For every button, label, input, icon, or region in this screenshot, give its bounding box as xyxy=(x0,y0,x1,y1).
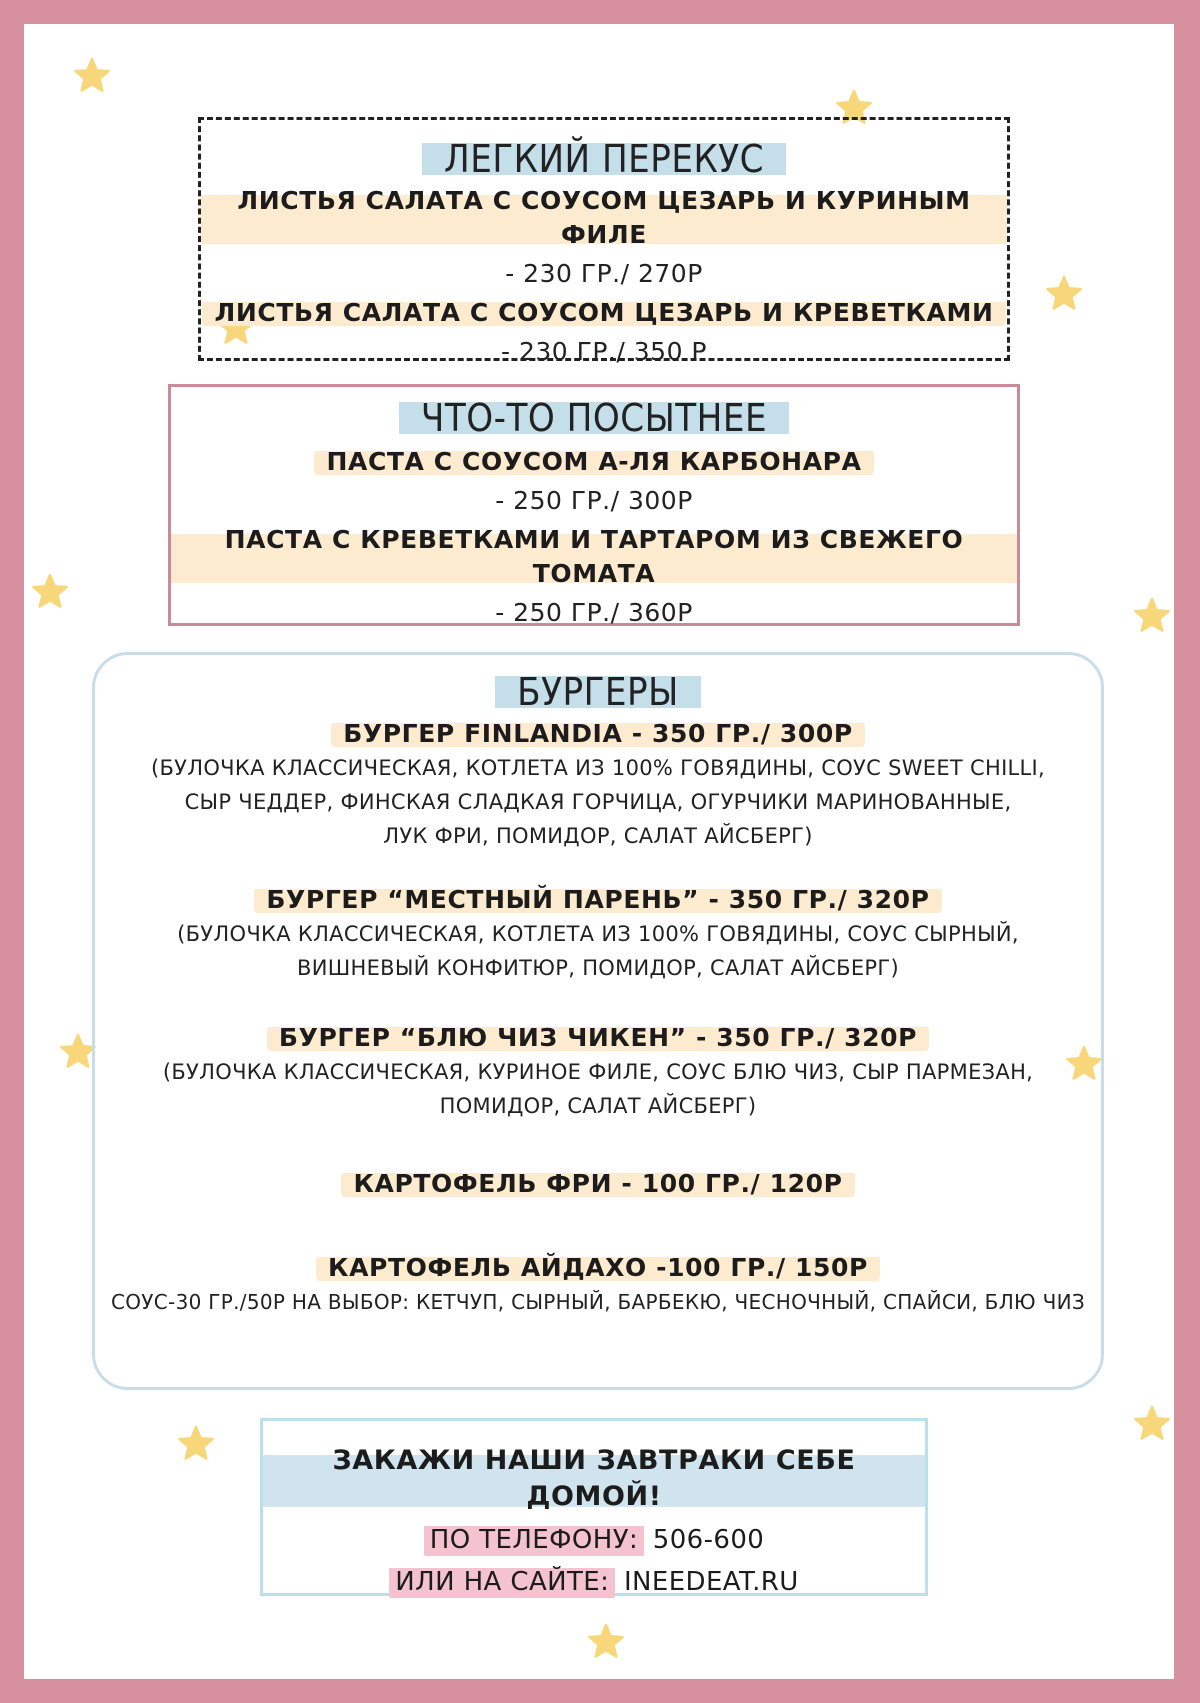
section-title: ЛЕГКИЙ ПЕРЕКУС xyxy=(422,136,786,182)
menu-item-description: СЫР ЧЕДДЕР, ФИНСКАЯ СЛАДКАЯ ГОРЧИЦА, ОГУРЧИКИ МАРИНОВАННЫЕ, xyxy=(184,790,1012,814)
menu-item-description: ВИШНЕВЫЙ КОНФИТЮР, ПОМИДОР, САЛАТ АЙСБЕРГ) xyxy=(297,956,899,980)
menu-item-price: - 230 ГР./ 270Р xyxy=(505,259,703,288)
order-headline: ЗАКАЖИ НАШИ ЗАВТРАКИ СЕБЕ ДОМОЙ! xyxy=(263,1443,925,1515)
phone-number[interactable]: 506-600 xyxy=(652,1525,765,1555)
section-burgers xyxy=(92,652,1104,1390)
section-light-snack xyxy=(198,117,1010,366)
menu-item-price: - 230 ГР./ 350 Р xyxy=(500,337,707,366)
menu-item-name: ЛИСТЬЯ САЛАТА С СОУСОМ ЦЕЗАРЬ И КРЕВЕТКАМИ xyxy=(202,296,1005,330)
phone-label: ПО ТЕЛЕФОНУ: xyxy=(424,1519,644,1561)
site-line xyxy=(263,1561,925,1603)
star-icon xyxy=(586,1622,626,1662)
section-hearty xyxy=(168,384,1020,626)
menu-page xyxy=(24,24,1174,1679)
order-info xyxy=(260,1418,928,1596)
menu-item-name: КАРТОФЕЛЬ АЙДАХО -100 ГР./ 150Р xyxy=(316,1251,880,1285)
menu-item-name: ПАСТА С СОУСОМ А-ЛЯ КАРБОНАРА xyxy=(314,445,873,479)
menu-item-description: (БУЛОЧКА КЛАССИЧЕСКАЯ, КОТЛЕТА ИЗ 100% ГОВЯДИНЫ, СОУС SWEET CHILLI, xyxy=(150,756,1046,780)
menu-item-name: БУРГЕР FINLANDIA - 350 ГР./ 300Р xyxy=(331,717,865,751)
star-icon xyxy=(30,572,70,612)
menu-item-price: - 250 ГР./ 300Р xyxy=(495,486,693,515)
menu-item-name: БУРГЕР “МЕСТНЫЙ ПАРЕНЬ” - 350 ГР./ 320Р xyxy=(254,883,941,917)
menu-item-name: КАРТОФЕЛЬ ФРИ - 100 ГР./ 120Р xyxy=(341,1167,854,1201)
star-icon xyxy=(1044,274,1084,314)
star-icon xyxy=(72,56,112,96)
menu-item-name: ПАСТА С КРЕВЕТКАМИ И ТАРТАРОМ ИЗ СВЕЖЕГО ТОМАТА xyxy=(171,523,1017,591)
menu-item-description: ЛУК ФРИ, ПОМИДОР, САЛАТ АЙСБЕРГ) xyxy=(383,824,813,848)
menu-item-description: (БУЛОЧКА КЛАССИЧЕСКАЯ, КУРИНОЕ ФИЛЕ, СОУС БЛЮ ЧИЗ, СЫР ПАРМЕЗАН, xyxy=(162,1060,1034,1084)
section-title: ЧТО-ТО ПОСЫТНЕЕ xyxy=(399,395,789,441)
star-icon xyxy=(176,1424,216,1464)
star-icon xyxy=(1132,596,1172,636)
star-icon xyxy=(1132,1404,1172,1444)
menu-item-description: ПОМИДОР, САЛАТ АЙСБЕРГ) xyxy=(439,1094,757,1118)
site-link[interactable]: INEEDEAT.RU xyxy=(623,1567,799,1597)
sauce-note: СОУС-30 ГР./50Р НА ВЫБОР: КЕТЧУП, СЫРНЫЙ, БАРБЕКЮ, ЧЕСНОЧНЫЙ, СПАЙСИ, БЛЮ ЧИЗ xyxy=(111,1290,1085,1314)
menu-item-name: ЛИСТЬЯ САЛАТА С СОУСОМ ЦЕЗАРЬ И КУРИНЫМ ФИЛЕ xyxy=(201,184,1007,252)
menu-item-description: (БУЛОЧКА КЛАССИЧЕСКАЯ, КОТЛЕТА ИЗ 100% ГОВЯДИНЫ, СОУС СЫРНЫЙ, xyxy=(177,922,1019,946)
menu-item-name: БУРГЕР “БЛЮ ЧИЗ ЧИКЕН” - 350 ГР./ 320Р xyxy=(267,1021,929,1055)
section-title: БУРГЕРЫ xyxy=(495,669,701,715)
site-label: ИЛИ НА САЙТЕ: xyxy=(389,1561,615,1603)
phone-line xyxy=(263,1519,925,1561)
menu-item-price: - 250 ГР./ 360Р xyxy=(495,598,693,627)
